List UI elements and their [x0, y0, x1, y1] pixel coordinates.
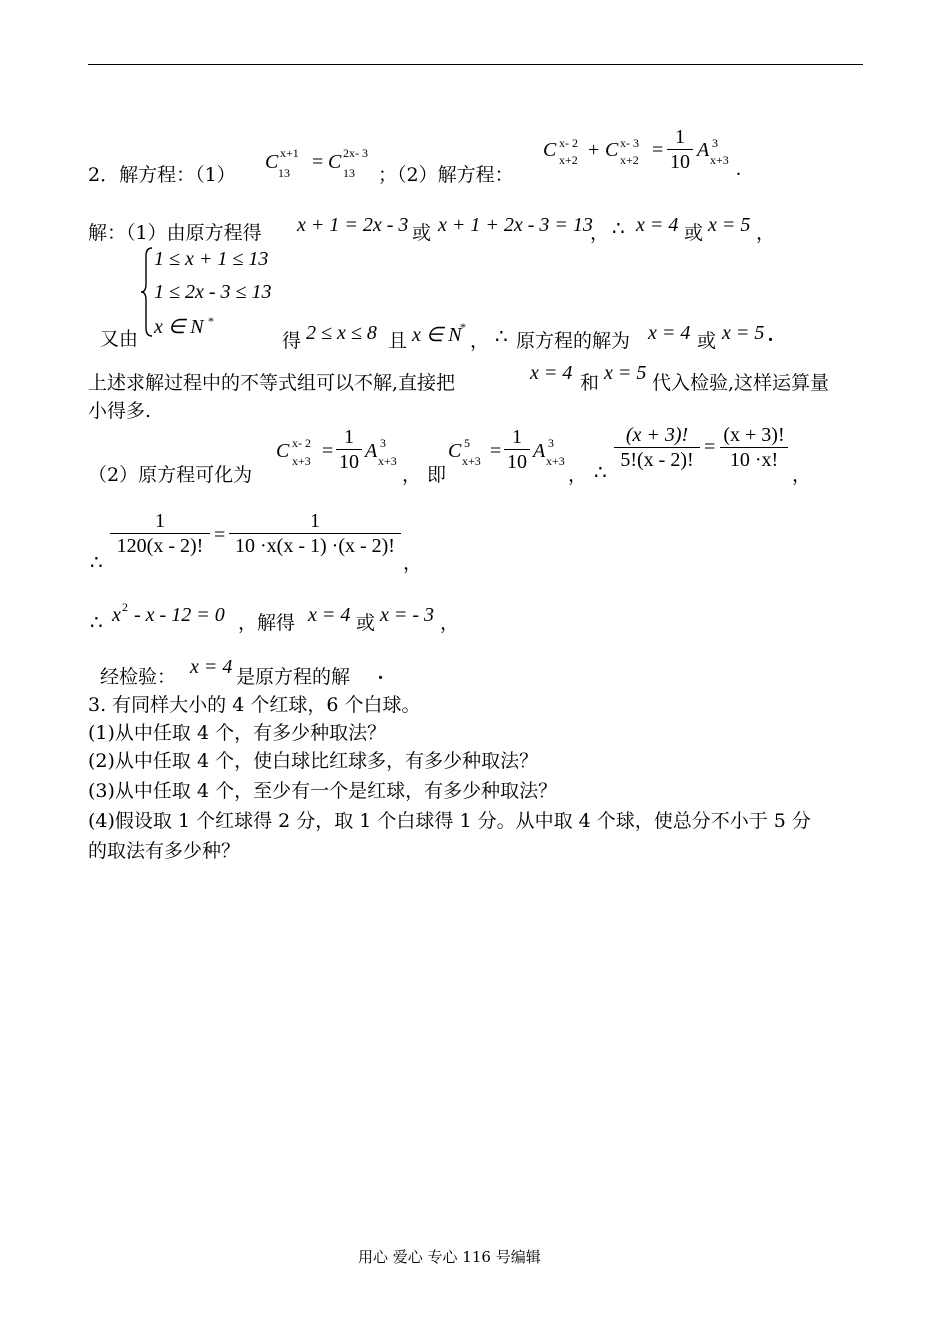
s2-r2: x = - 3: [380, 604, 435, 626]
eq1-lhs-sup: x+1: [280, 146, 299, 160]
s2-line2-L: [110, 510, 210, 557]
conclusion-or: 或: [697, 330, 717, 352]
system-star: *: [208, 314, 214, 328]
problem2-mid: ；（2）解方程：: [378, 164, 514, 186]
s2-c-sup: x- 2: [292, 436, 311, 450]
s2-frac2: [504, 426, 530, 473]
eq1-rhs-base: C: [328, 151, 342, 173]
s2-comma4: ，: [440, 612, 460, 634]
s2-frac2-num: 1: [512, 426, 522, 448]
check-post: 是原方程的解: [236, 666, 351, 688]
s2-c5-sup: 5: [464, 436, 470, 450]
solution1-comma1: ，: [590, 222, 610, 244]
eq1-lhs-sub: 13: [278, 166, 290, 180]
solution1-comma3: ，: [470, 330, 490, 352]
conclusion-pre: 原方程的解为: [516, 330, 631, 352]
eq1-lhs-base: C: [265, 151, 279, 173]
eq2-A: A: [697, 139, 710, 161]
check-val: x = 4: [190, 656, 233, 678]
therefore-sign-2: ∴: [495, 326, 508, 348]
solution1-resA: x = 4: [636, 214, 679, 236]
eq2-c1-sup: x- 2: [559, 136, 578, 150]
therefore-sign-3: ∴: [594, 462, 607, 484]
s2-fracL-num: (x + 3)!: [625, 424, 689, 446]
eq2-plus: +: [588, 139, 600, 161]
eq1-rhs-sub: 13: [343, 166, 355, 180]
s2-A: A: [365, 440, 378, 462]
solution1-or2: 或: [684, 222, 704, 244]
eq2-A-sup: 3: [712, 136, 718, 150]
therefore-sign-5: ∴: [90, 612, 103, 634]
s2-fracL-den: 5!(x - 2)!: [620, 449, 694, 471]
eq2-c2: C: [605, 139, 619, 161]
s2-comma: ，: [568, 464, 588, 486]
s2-c-sub: x+3: [292, 454, 311, 468]
problem3-q1: (1)从中任取 4 个，有多少种取法？: [88, 722, 387, 744]
s2-A2: A: [533, 440, 546, 462]
qie-label: 且: [388, 330, 408, 352]
system-line-2: 1 ≤ 2x - 3 ≤ 13: [154, 281, 272, 303]
therefore-sign: ∴: [612, 218, 625, 240]
check-pre: 经检验：: [100, 666, 177, 688]
s2-or: 或: [356, 612, 376, 634]
s2-line2-L-num: 1: [155, 510, 165, 532]
conclusion-A: x = 4: [648, 322, 691, 344]
solution1-eqA: x + 1 = 2x - 3: [297, 214, 409, 236]
inN-star: *: [460, 320, 466, 334]
therefore-sign-4: ∴: [90, 552, 103, 574]
s2-jie-de: ，解得: [238, 612, 296, 634]
s2-A-sup: 3: [380, 436, 386, 450]
s2-frac1: [336, 426, 362, 473]
s2-line2-L-den: 120(x - 2)!: [116, 535, 204, 557]
s2-c5-sub: x+3: [462, 454, 481, 468]
s2-frac1-num: 1: [344, 426, 354, 448]
remark-line2: 小得多.: [88, 400, 152, 422]
s2-comma-end: ，: [792, 464, 812, 486]
de-label: 得: [282, 330, 302, 352]
eq2-eq: =: [652, 139, 664, 161]
problem2-prefix: 2．解方程：（1）: [88, 164, 236, 186]
solution2-lead: （2）原方程可化为: [88, 464, 253, 486]
s2-line2-eq: =: [214, 524, 226, 546]
s2-line2-comma: ，: [403, 552, 423, 574]
quad-x: x: [112, 604, 121, 626]
quad-rest: - x - 12 = 0: [134, 604, 225, 626]
solution1-or1: 或: [412, 222, 432, 244]
check-dot: .: [378, 662, 383, 684]
s2-A-sub: x+3: [378, 454, 397, 468]
solution1-lead: 解：（1）由原方程得: [88, 222, 262, 244]
range-expr: 2 ≤ x ≤ 8: [306, 322, 377, 344]
s2-r1: x = 4: [308, 604, 351, 626]
eq2-c1: C: [543, 139, 557, 161]
quad-exp: 2: [122, 600, 128, 614]
remark-x4: x = 4: [530, 362, 573, 384]
eq1-rhs-sup: 2x- 3: [343, 146, 368, 160]
page-footer: 用心 爱心 专心 116 号编辑: [358, 1248, 541, 1266]
s2-eq3: =: [704, 436, 716, 458]
eq2-A-sub: x+3: [710, 153, 729, 167]
remark-line1a: 上述求解过程中的不等式组可以不解,直接把: [88, 372, 456, 394]
conclusion-B: x = 5: [722, 322, 765, 344]
problem3-stem: 3. 有同样大小的 4 个红球，6 个白球。: [88, 694, 421, 716]
system-brace: [140, 246, 154, 338]
solution1-eqB: x + 1 + 2x - 3 = 13: [438, 214, 593, 236]
s2-fracR: [720, 424, 788, 471]
s2-c: C: [276, 440, 290, 462]
s2-A2-sub: x+3: [546, 454, 565, 468]
eq1-eq: =: [312, 151, 324, 173]
conclusion-period: .: [768, 324, 773, 346]
problem3-q2: (2)从中任取 4 个，使白球比红球多，有多少种取法？: [88, 750, 539, 772]
eq2-c2-sub: x+2: [620, 153, 639, 167]
s2-c5: C: [448, 440, 462, 462]
s2-ji: ， 即: [402, 464, 447, 486]
s2-fracR-num: (x + 3)!: [723, 424, 785, 446]
solution1-resB: x = 5: [708, 214, 751, 236]
s2-fracR-den: 10 ·x!: [729, 449, 779, 471]
youyou-label: 又由: [100, 328, 139, 350]
problem3-q4b: 的取法有多少种？: [88, 840, 241, 862]
inN-expr: x ∈ N: [412, 324, 462, 346]
s2-fracL: [614, 424, 700, 471]
remark-he: 和: [580, 372, 600, 394]
header-rule: [88, 64, 863, 65]
s2-A2-sup: 3: [548, 436, 554, 450]
s2-eq2: =: [490, 440, 502, 462]
s2-eq1: =: [322, 440, 334, 462]
remark-x5: x = 5: [604, 362, 647, 384]
eq2-fraction: [667, 126, 693, 173]
s2-frac2-den: 10: [507, 451, 527, 473]
eq2-c2-sup: x- 3: [620, 136, 639, 150]
problem3-q4a: (4)假设取 1 个红球得 2 分，取 1 个白球得 1 分。从中取 4 个球，使总分不小于 5 分: [88, 810, 811, 832]
system-line-3: x ∈ N: [154, 316, 204, 338]
remark-line1b: 代入检验,这样运算量: [652, 372, 830, 394]
problem3-q3: (3)从中任取 4 个，至少有一个是红球，有多少种取法？: [88, 780, 558, 802]
s2-line2-R: [229, 510, 401, 557]
system-line-1: 1 ≤ x + 1 ≤ 13: [154, 248, 269, 270]
eq2-frac-den: 10: [670, 151, 690, 173]
eq2-c1-sub: x+2: [559, 153, 578, 167]
eq2-end: .: [736, 158, 741, 180]
s2-line2-R-den: 10 ·x(x - 1) ·(x - 2)!: [235, 535, 395, 557]
s2-line2-R-num: 1: [310, 510, 320, 532]
eq2-frac-num: 1: [675, 126, 685, 148]
solution1-comma2: ，: [756, 222, 776, 244]
s2-frac1-den: 10: [339, 451, 359, 473]
